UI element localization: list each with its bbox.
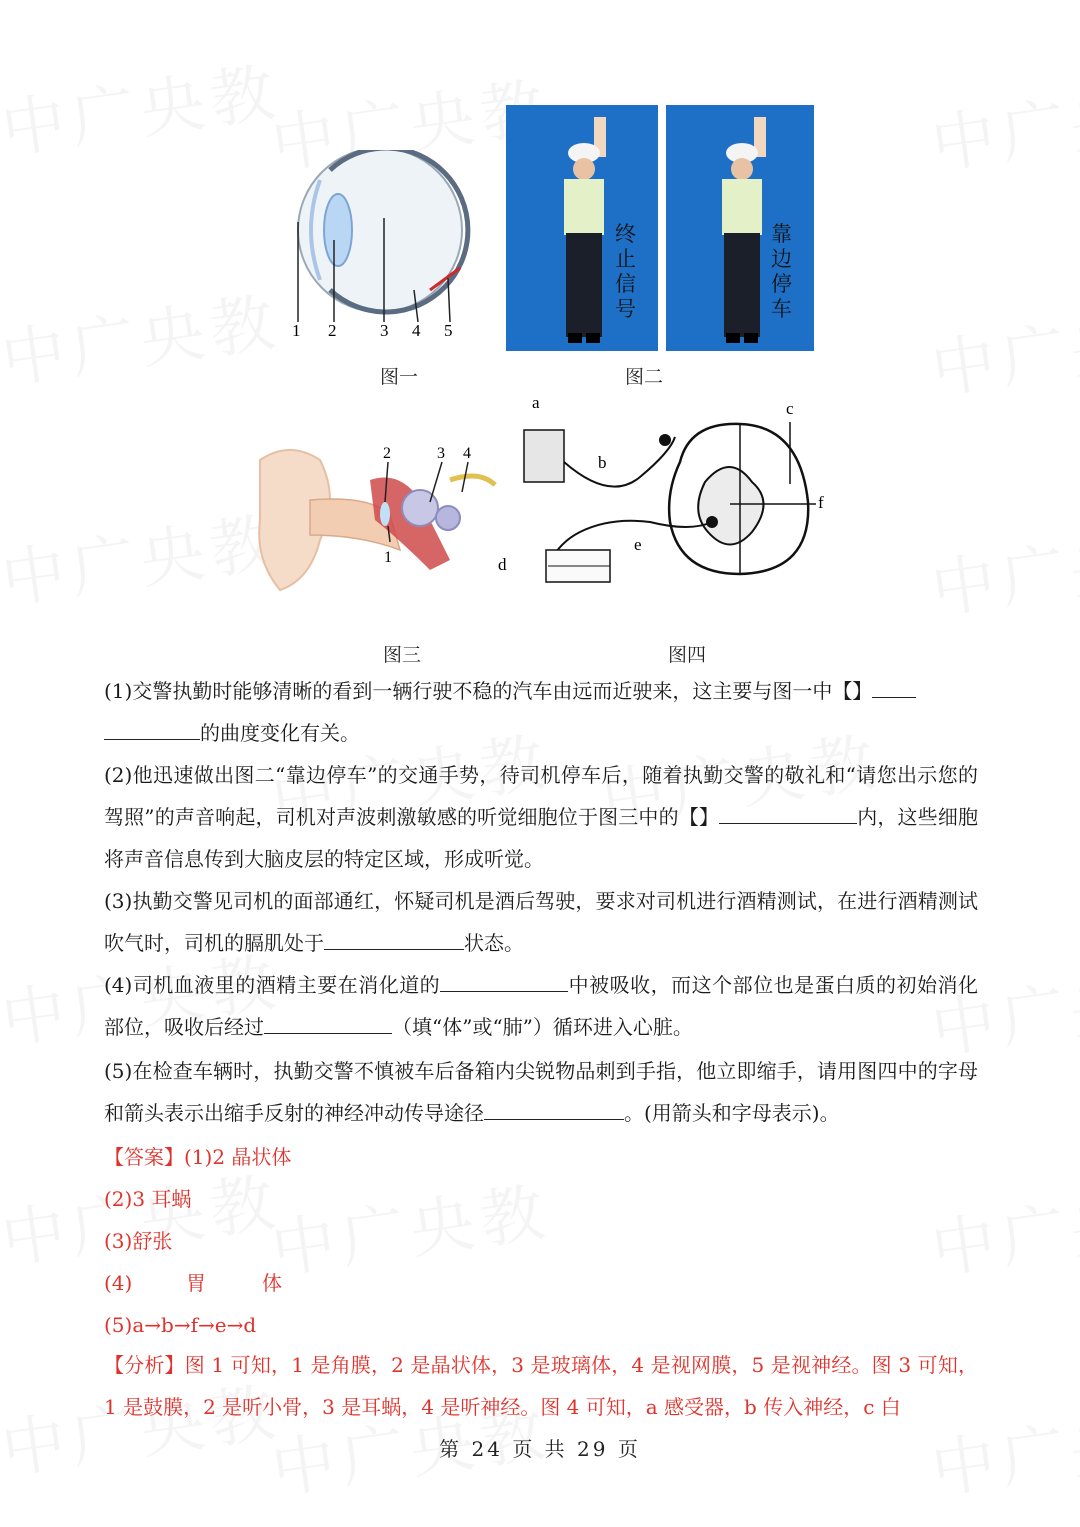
answer-3: (3)舒张 bbox=[104, 1229, 173, 1253]
reflex-label-f: f bbox=[818, 493, 824, 512]
reflex-label-a: a bbox=[532, 393, 540, 412]
eye-label-5: 5 bbox=[444, 321, 453, 340]
ear-label-1: 1 bbox=[384, 549, 392, 566]
watermark bbox=[925, 56, 1080, 186]
fig3-caption: 图三 bbox=[383, 644, 422, 666]
signal-label-pull-over: 靠边停车 bbox=[771, 222, 792, 321]
signal-label-stop: 终止信号 bbox=[615, 222, 636, 321]
reflex-arc-diagram bbox=[490, 392, 840, 607]
ear-label-3: 3 bbox=[437, 445, 445, 462]
answer-5: (5)a→b→f→e→d bbox=[104, 1313, 257, 1337]
answer-blank bbox=[324, 927, 464, 950]
question-5: (5)在检查车辆时，执勤交警不慎被车后备箱内尖锐物品刺到手指，他立即缩手，请用图四中的字母和箭头表示出缩手反射的神经冲动传导途径 。(用箭头和字母表示)。 bbox=[104, 1059, 978, 1125]
watermark bbox=[0, 41, 285, 171]
eye-label-2: 2 bbox=[328, 321, 337, 340]
ear-diagram bbox=[250, 440, 500, 605]
question-1: (1)交警执勤时能够清晰的看到一辆行驶不稳的汽车由远而近驶来，这主要与图一中【】 的曲度变化有关。 bbox=[104, 670, 978, 754]
ear-label-4: 4 bbox=[463, 445, 471, 462]
analysis: 【分析】图 1 可知，1 是角膜，2 是晶状体，3 是玻璃体，4 是视网膜，5 是视神经。图 3 可知，1 是鼓膜，2 是听小骨，3 是耳蜗，4 是听神经。图 4 可知，a 感受器，b 传入神经，c 白 bbox=[104, 1353, 978, 1419]
question-2: (2)他迅速做出图二“靠边停车”的交通手势，待司机停车后，随着执勤交警的敬礼和“请您出示您的驾照”的声音响起，司机对声波刺激敏感的听觉细胞位于图三中的【】 内，这些细胞将声音信息传到大脑皮层的特定区域，形成听觉。 bbox=[104, 763, 978, 871]
fig1-caption: 图一 bbox=[380, 366, 419, 388]
answer-blank bbox=[719, 801, 857, 824]
fig2-caption: 图二 bbox=[625, 366, 664, 388]
answer-blank bbox=[104, 717, 200, 740]
eye-diagram bbox=[280, 150, 480, 350]
answer-blank bbox=[484, 1097, 624, 1120]
traffic-police-photos bbox=[506, 105, 814, 351]
question-4: (4)司机血液里的酒精主要在消化道的 中被吸收，而这个部位也是蛋白质的初始消化部位，吸收后经过 （填“体”或“肺”）循环进入心脏。 bbox=[104, 964, 978, 1048]
ear-label-2: 2 bbox=[383, 445, 391, 462]
watermark bbox=[0, 491, 285, 621]
answer-1: 【答案】(1)2 晶状体 bbox=[104, 1145, 292, 1169]
reflex-label-b: b bbox=[598, 453, 607, 472]
eye-label-1: 1 bbox=[292, 321, 301, 340]
reflex-label-c: c bbox=[786, 399, 794, 418]
question-3: (3)执勤交警见司机的面部通红，怀疑司机是酒后驾驶，要求对司机进行酒精测试，在进行酒精测试吹气时，司机的膈肌处于 状态。 bbox=[104, 889, 978, 955]
reflex-label-e: e bbox=[634, 535, 642, 554]
answer-blank bbox=[872, 675, 916, 698]
eye-label-3: 3 bbox=[380, 321, 389, 340]
reflex-label-d: d bbox=[498, 555, 507, 574]
answer-blank bbox=[440, 969, 568, 992]
answer-2: (2)3 耳蜗 bbox=[104, 1187, 192, 1211]
eye-label-4: 4 bbox=[412, 321, 421, 340]
watermark bbox=[925, 281, 1080, 411]
answer-4: (4) 胃 体 bbox=[104, 1271, 282, 1295]
fig4-caption: 图四 bbox=[668, 644, 707, 666]
answer-blank bbox=[264, 1011, 392, 1034]
watermark bbox=[0, 271, 285, 401]
watermark bbox=[925, 501, 1080, 631]
page-number: 第 24 页 共 29 页 bbox=[439, 1437, 641, 1461]
